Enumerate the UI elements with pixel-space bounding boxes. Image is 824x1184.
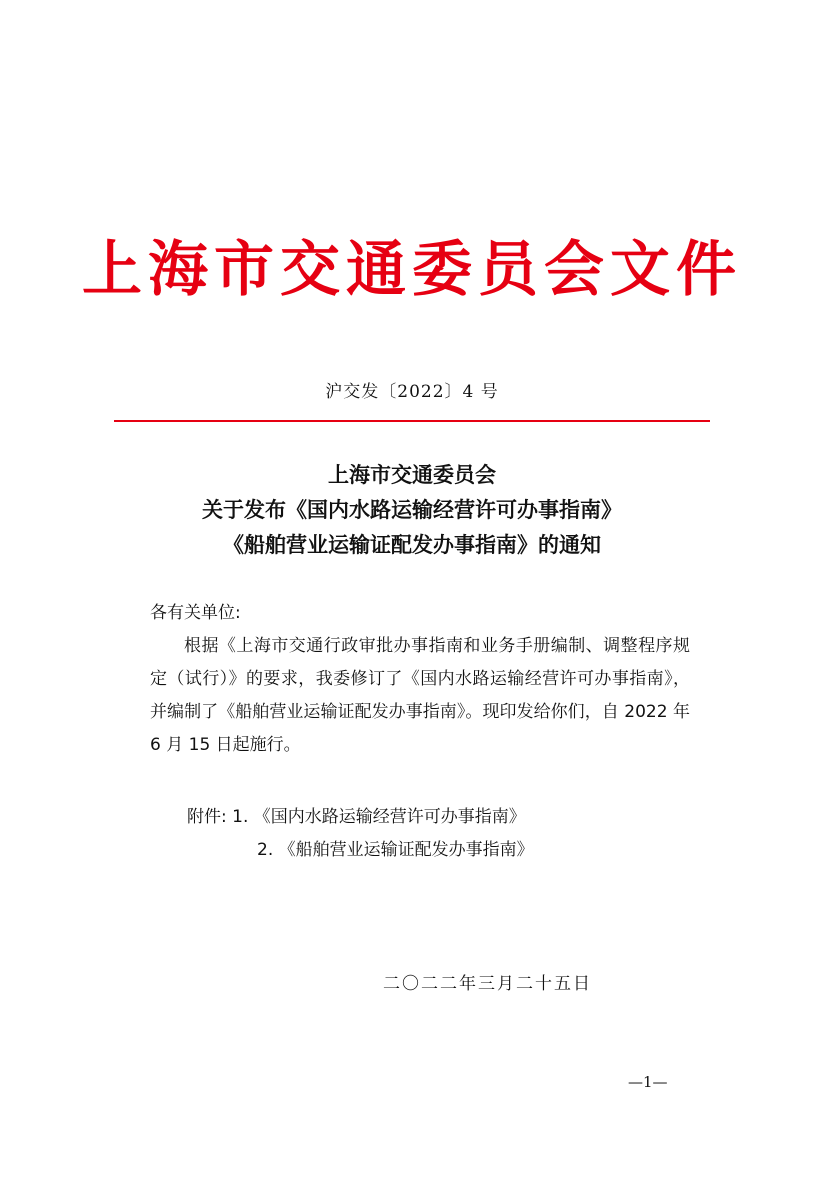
masthead-title: 上海市交通委员会文件 xyxy=(82,235,742,305)
body-paragraph: 根据《上海市交通行政审批办事指南和业务手册编制、调整程序规定（试行）》的要求，我委修订了《国内水路运输经营许可办事指南》，并编制了《船舶营业运输证配发办事指南》。现印发给你们，自 2022 年 6 月 15 日起施行。 xyxy=(150,636,690,755)
document-number: 沪交发〔2022〕4 号 xyxy=(325,382,499,402)
title-line-1: 上海市交通委员会 xyxy=(328,462,496,487)
title-line-3: 《船舶营业运输证配发办事指南》的通知 xyxy=(223,532,601,557)
salutation: 各有关单位: xyxy=(150,603,241,623)
issue-date: 二〇二二年三月二十五日 xyxy=(383,974,592,994)
attachment-item: 1. 《国内水路运输经营许可办事指南》 xyxy=(232,807,526,827)
title-line-2: 关于发布《国内水路运输经营许可办事指南》 xyxy=(202,497,622,522)
attachments-label: 附件: xyxy=(187,807,227,827)
notice-title xyxy=(0,457,824,562)
notice-body xyxy=(150,597,690,762)
attachments xyxy=(187,801,534,867)
red-divider-line xyxy=(114,420,710,422)
page-number: —1— xyxy=(628,1073,668,1091)
attachment-row-1 xyxy=(187,801,534,834)
attachment-row-2 xyxy=(187,834,534,867)
attachment-item: 2. 《船舶营业运输证配发办事指南》 xyxy=(257,840,534,860)
